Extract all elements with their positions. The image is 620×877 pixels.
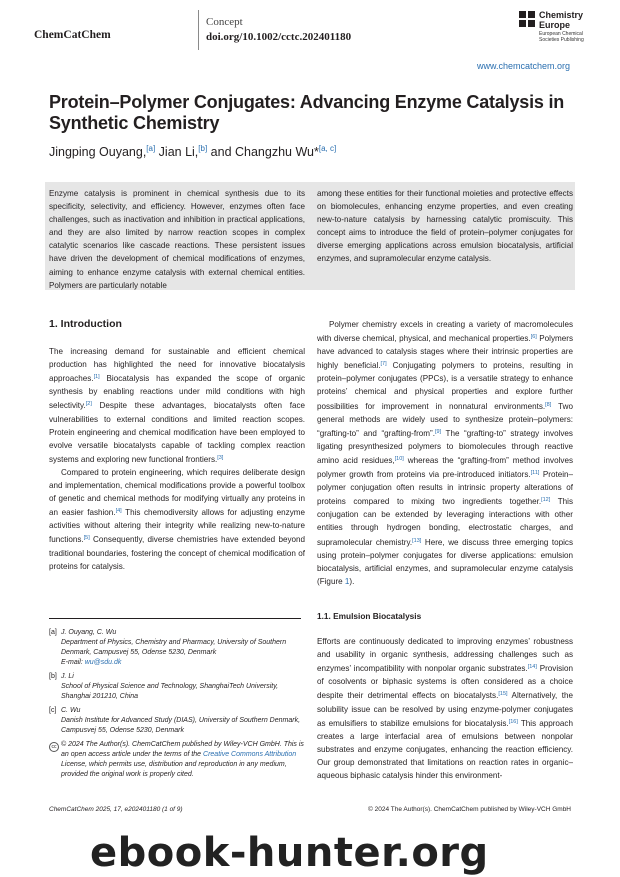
paragraph: Compared to protein engineering, which requires deliberate design and implementation, chemical modifications provide a powerful toolbox of genetic and chemical methods for modifying virtually any proteins in an easier fashion.[4] This chemodiversity allows for adjusting enzyme activities without altering their integrity while realizing new-to-nature functions.[5] Consequently, diverse chemistries have extended beyond traditional boundaries, fostering the concept of chemical modification of proteins for catalysis. <box>49 467 305 571</box>
cc-license-link[interactable]: Creative Commons Attribution <box>203 751 297 758</box>
citation-link[interactable]: [6] <box>530 334 537 341</box>
right-column-section <box>317 610 573 782</box>
citation-link[interactable]: [2] <box>85 401 92 408</box>
doi-link[interactable]: doi.org/10.1002/cctc.202401180 <box>206 31 352 43</box>
footer-copyright: © 2024 The Author(s). ChemCatChem published by Wiley-VCH GmbH <box>368 806 571 813</box>
affiliation-c: [c] C. Wu Danish Institute for Advanced Study (DIAS), University of Southern Denmark, Campusvej 55, Odense 5230, Denmark <box>49 707 301 734</box>
article-type: Concept <box>206 16 243 28</box>
paragraph: Polymer chemistry excels in creating a variety of macromolecules with diverse chemical, physical, and mechanical properties.[6] Polymers have advanced to catalysis stages where their intrinsic properties are highly beneficial.[7] Conjugating polymers to proteins, resulting in protein–polymer conjugates (PPCs), is a versatile strategy to enhance proteins’ chemical and physical properties and explore further possibilities for improvement in nonnatural environments.[8] Two general methods are widely used to synthesize protein–polymers: “grafting-to” and “grafting-from”.[9] The “grafting-to” strategy involves ligating presynthesized polymers to biomolecules through reactive amino acid residues,[10] whereas the “grafting-from” method involves polymer growth from proteins via pre-introduced initiators.[11] Protein–polymer conjugation often results in intrinsic property alterations of proteins compared to mixing two ingredients together.[12] This conjugation can be extended by leveraging interactions with other entities through hydrogen bonding, electrostatic charges, and supramolecular chemistry.[13] Here, we discuss three emerging topics using protein–polymer conjugates for diverse applications: emulsion biocatalysis, artificial enzymes, and supramolecular enzyme catalysis (Figure 1). <box>317 320 574 586</box>
journal-name: ChemCatChem <box>34 29 111 41</box>
citation-link[interactable]: [16] <box>508 718 518 725</box>
affiliation-ref[interactable]: [a] <box>146 144 156 153</box>
paragraph: Efforts are continuously dedicated to improving enzymes’ robustness and usability in organic synthesis, addressing challenges such as enzymes’ incompatibility with nonpolar organic substrates.[14] Provision of cosolvents or biphasic systems is often considered as a choice despite their detrimental effects on biocatalysts.[15] Alternatively, the solubility issue can be resolved by using enzyme-polymer conjugates as emulsifiers to stabilize emulsions for biocatalysis.[16] This approach creates a large interfacial area of emulsions between nonpolar substrates and enzyme conjugates, enhancing the reaction efficiency. Our group demonstrated that limitations on reaction rates in organic–aqueous biphasic catalysis hinder this environment- <box>317 637 573 781</box>
citation-link[interactable]: [1] <box>93 374 100 381</box>
watermark: ebook-hunter.org <box>90 830 489 876</box>
publisher-subtitle: European Chemical Societies Publishing <box>539 31 584 43</box>
author-name: and Changzhu Wu* <box>207 145 319 159</box>
citation-link[interactable]: [13] <box>412 537 422 544</box>
subsection-heading: 1.1. Emulsion Biocatalysis <box>317 611 422 621</box>
publisher-name: Chemistry Europe <box>539 10 584 30</box>
citation-link[interactable]: [14] <box>527 664 537 671</box>
affiliation-ref[interactable]: [a, c] <box>318 144 337 153</box>
article-title: Protein–Polymer Conjugates: Advancing Enzyme Catalysis in Synthetic Chemistry <box>49 92 565 133</box>
citation-link[interactable]: [7] <box>380 361 387 368</box>
header-divider <box>198 10 199 50</box>
citation-link[interactable]: [11] <box>530 470 540 477</box>
citation-link[interactable]: [3] <box>217 454 224 461</box>
section-heading: 1. Introduction <box>49 318 122 330</box>
author-name: Jingping Ouyang, <box>49 145 147 159</box>
open-access-cc-icon: cc <box>49 742 59 752</box>
journal-site-link[interactable]: www.chemcatchem.org <box>476 61 570 71</box>
citation-link[interactable]: [8] <box>545 401 552 408</box>
citation-link[interactable]: [10] <box>394 455 404 462</box>
author-list <box>49 144 336 159</box>
abstract-left-column: Enzyme catalysis is prominent in chemical synthesis due to its specificity, selectivity, and efficiency. However, enzymes often face challenges, such as inactivation and inhibition in practical applications, and they are also limited by narrow reaction scopes in complex catalytic scenarios like cascade reactions. These persistent issues have driven the development of chemical modifications of enzymes, aiming to enhance enzyme catalysis with external chemical entities. Polymers are particularly notable <box>49 189 305 290</box>
affiliation-a: [a] J. Ouyang, C. Wu Department of Physics, Chemistry and Pharmacy, University of Southern Denmark, Campusvej 55, Odense 5230, Denmark E-mail: wu@sdu.dk <box>49 629 287 666</box>
affiliation-divider <box>49 618 301 619</box>
citation-link[interactable]: [9] <box>434 428 442 435</box>
right-column <box>317 318 573 588</box>
affiliation-ref[interactable]: [b] <box>198 144 208 153</box>
affiliation-b: [b] J. Li School of Physical Science and Technology, ShanghaiTech University, Shanghai 201210, China <box>49 673 279 700</box>
footer-citation: ChemCatChem 2025, 17, e202401180 (1 of 9) <box>49 806 183 813</box>
citation-link[interactable]: [15] <box>498 691 508 698</box>
paragraph: The increasing demand for sustainable and efficient chemical production has highlighted the need for innovative biocatalysis approaches.[1] Biocatalysis has expanded the scope of organic synthesis by enabling reactions under mild conditions with high selectivity.[2] Despite these advantages, biocatalysts often face vulnerabilities to external conditions and limited reaction scopes. Protein engineering and chemical modification have been employed to evolve versatile biocatalysts capable of tackling complex reaction systems and exploring new functional frontiers.[3] <box>49 347 305 464</box>
citation-link[interactable]: [4] <box>115 508 122 515</box>
license-notice: © 2024 The Author(s). ChemCatChem published by Wiley-VCH GmbH. This is an open access article under the terms of the Creative Commons Attribution License, which permits use, distribution and reproduction in any medium, provided the original work is properly cited. <box>61 741 304 778</box>
citation-link[interactable]: [5] <box>83 535 90 542</box>
email-link[interactable]: wu@sdu.dk <box>84 659 122 666</box>
left-column <box>49 318 305 573</box>
abstract-right-column: among these entities for their functional moieties and protective effects on biomolecules, enhancing enzyme properties, and even creating new-to-nature catalysis by harnessing catalytic promiscuity. This concept aims to introduce the field of protein–polymer conjugates for diverse emerging applications across emulsion biocatalysis, artificial enzymes, and supramolecular enzyme catalysis. <box>317 189 573 264</box>
chemistry-europe-logo-icon <box>519 11 535 27</box>
citation-link[interactable]: [12] <box>541 497 551 504</box>
author-name: Jian Li, <box>155 145 199 159</box>
figure-link[interactable]: 1 <box>344 576 350 586</box>
